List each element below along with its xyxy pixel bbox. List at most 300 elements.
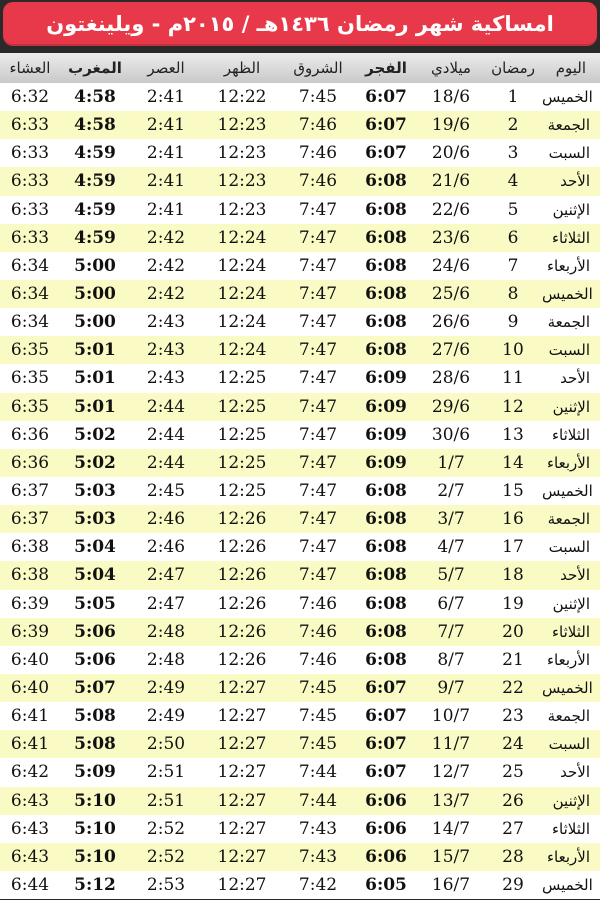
cell-ramadan-day: 4: [507, 171, 519, 192]
cell-asr: 2:42: [146, 284, 186, 305]
cell-gregorian: 27/6: [431, 340, 471, 361]
cell-asr: 2:50: [146, 734, 186, 755]
cell-dhuhr: 12:26: [217, 565, 267, 586]
table-row: [0, 196, 600, 224]
cell-sunrise: 7:43: [298, 846, 338, 867]
header-ramadan: رمضان: [484, 53, 542, 83]
cell-dhuhr: 12:23: [217, 143, 267, 164]
table-row: [0, 702, 600, 730]
cell-ramadan-day: 26: [502, 790, 524, 811]
cell-isha: 6:36: [10, 424, 50, 445]
cell-dhuhr: 12:26: [217, 593, 267, 614]
cell-weekday: الخميس: [542, 88, 593, 107]
cell-sunrise: 7:42: [298, 875, 338, 895]
table-row: [0, 730, 600, 758]
cell-dhuhr: 12:27: [217, 846, 267, 867]
cell-ramadan-day: 20: [502, 621, 524, 642]
cell-dhuhr: 12:25: [217, 424, 267, 445]
cell-gregorian: 29/6: [431, 396, 471, 417]
table-row: [0, 393, 600, 421]
cell-dhuhr: 12:25: [217, 368, 267, 389]
cell-isha: 6:35: [10, 368, 50, 389]
cell-ramadan-day: 8: [507, 284, 519, 305]
cell-ramadan-day: 29: [502, 875, 524, 895]
header-maghrib: المغرب: [60, 53, 130, 83]
cell-ramadan-day: 17: [502, 537, 524, 558]
cell-weekday: الأحد: [560, 369, 590, 388]
cell-asr: 2:43: [146, 312, 186, 333]
cell-maghrib: 4:58: [74, 87, 116, 108]
cell-maghrib: 5:10: [74, 846, 116, 867]
table-row: [0, 815, 600, 843]
cell-asr: 2:51: [146, 790, 186, 811]
table-row: [0, 421, 600, 449]
cell-gregorian: 25/6: [431, 284, 471, 305]
cell-asr: 2:49: [146, 678, 186, 699]
cell-weekday: الثلاثاء: [551, 425, 590, 444]
cell-sunrise: 7:47: [298, 227, 338, 248]
cell-sunrise: 7:47: [298, 368, 338, 389]
cell-fajr: 6:07: [365, 115, 407, 136]
cell-fajr: 6:08: [365, 284, 407, 305]
cell-weekday: الأربعاء: [546, 453, 590, 472]
cell-isha: 6:42: [10, 762, 50, 783]
cell-isha: 6:41: [10, 706, 50, 727]
cell-maghrib: 5:03: [74, 481, 116, 502]
cell-isha: 6:39: [10, 621, 50, 642]
cell-maghrib: 5:03: [74, 509, 116, 530]
table-row: [0, 280, 600, 308]
cell-sunrise: 7:47: [298, 565, 338, 586]
cell-gregorian: 19/6: [431, 115, 471, 136]
cell-fajr: 6:06: [365, 818, 407, 839]
cell-gregorian: 12/7: [431, 762, 471, 783]
cell-gregorian: 6/7: [437, 593, 465, 614]
cell-dhuhr: 12:27: [217, 875, 267, 895]
cell-ramadan-day: 2: [507, 115, 519, 136]
cell-maghrib: 5:01: [74, 396, 116, 417]
cell-ramadan-day: 6: [507, 227, 519, 248]
table-row: [0, 308, 600, 336]
cell-sunrise: 7:46: [298, 621, 338, 642]
cell-gregorian: 26/6: [431, 312, 471, 333]
cell-asr: 2:46: [146, 509, 186, 530]
cell-asr: 2:43: [146, 340, 186, 361]
cell-weekday: الإثنين: [552, 397, 590, 416]
cell-weekday: الجمعة: [547, 707, 590, 726]
cell-maghrib: 5:08: [74, 734, 116, 755]
cell-fajr: 6:08: [365, 565, 407, 586]
cell-isha: 6:43: [10, 846, 50, 867]
cell-asr: 2:48: [146, 621, 186, 642]
cell-weekday: الأربعاء: [546, 650, 590, 669]
cell-weekday: الأحد: [560, 172, 590, 191]
cell-weekday: الجمعة: [547, 116, 590, 135]
cell-maghrib: 4:59: [74, 143, 116, 164]
cell-ramadan-day: 13: [502, 424, 524, 445]
cell-isha: 6:38: [10, 565, 50, 586]
cell-ramadan-day: 15: [502, 481, 524, 502]
cell-dhuhr: 12:24: [217, 255, 267, 276]
cell-sunrise: 7:47: [298, 284, 338, 305]
cell-sunrise: 7:45: [298, 678, 338, 699]
cell-dhuhr: 12:22: [217, 87, 267, 108]
cell-asr: 2:44: [146, 452, 186, 473]
cell-weekday: الأربعاء: [546, 847, 590, 866]
schedule-table-container: [0, 53, 600, 900]
cell-weekday: الأربعاء: [546, 256, 590, 275]
cell-isha: 6:33: [10, 171, 50, 192]
cell-maghrib: 5:01: [74, 368, 116, 389]
cell-gregorian: 2/7: [437, 481, 465, 502]
cell-gregorian: 14/7: [431, 818, 471, 839]
cell-sunrise: 7:44: [298, 762, 338, 783]
cell-isha: 6:33: [10, 199, 50, 220]
cell-asr: 2:41: [146, 199, 186, 220]
cell-asr: 2:42: [146, 255, 186, 276]
cell-isha: 6:41: [10, 734, 50, 755]
cell-fajr: 6:07: [365, 706, 407, 727]
cell-sunrise: 7:43: [298, 818, 338, 839]
cell-weekday: السبت: [548, 144, 590, 163]
cell-sunrise: 7:47: [298, 424, 338, 445]
cell-sunrise: 7:46: [298, 171, 338, 192]
cell-weekday: الأحد: [560, 566, 590, 585]
cell-dhuhr: 12:25: [217, 452, 267, 473]
cell-ramadan-day: 25: [502, 762, 524, 783]
cell-asr: 2:42: [146, 227, 186, 248]
cell-weekday: الثلاثاء: [551, 819, 590, 838]
table-row: [0, 252, 600, 280]
cell-asr: 2:46: [146, 537, 186, 558]
cell-maghrib: 5:06: [74, 649, 116, 670]
cell-fajr: 6:08: [365, 255, 407, 276]
cell-fajr: 6:08: [365, 171, 407, 192]
cell-fajr: 6:09: [365, 396, 407, 417]
cell-dhuhr: 12:23: [217, 115, 267, 136]
cell-asr: 2:47: [146, 593, 186, 614]
header-fajr: الفجر: [354, 53, 418, 83]
cell-fajr: 6:08: [365, 340, 407, 361]
cell-fajr: 6:07: [365, 762, 407, 783]
cell-ramadan-day: 22: [502, 678, 524, 699]
cell-sunrise: 7:46: [298, 115, 338, 136]
cell-sunrise: 7:47: [298, 199, 338, 220]
table-row: [0, 590, 600, 618]
cell-dhuhr: 12:27: [217, 818, 267, 839]
cell-weekday: الجمعة: [547, 510, 590, 529]
cell-weekday: الثلاثاء: [551, 622, 590, 641]
cell-asr: 2:53: [146, 875, 186, 895]
cell-sunrise: 7:46: [298, 143, 338, 164]
cell-isha: 6:34: [10, 255, 50, 276]
cell-ramadan-day: 19: [502, 593, 524, 614]
cell-gregorian: 11/7: [431, 734, 471, 755]
cell-fajr: 6:07: [365, 87, 407, 108]
cell-weekday: الخميس: [542, 482, 593, 501]
cell-sunrise: 7:46: [298, 593, 338, 614]
cell-weekday: السبت: [548, 735, 590, 754]
table-row: [0, 224, 600, 252]
cell-gregorian: 15/7: [431, 846, 471, 867]
table-row: [0, 871, 600, 899]
cell-fajr: 6:08: [365, 621, 407, 642]
cell-isha: 6:37: [10, 509, 50, 530]
cell-asr: 2:45: [146, 481, 186, 502]
cell-gregorian: 8/7: [437, 649, 465, 670]
table-row: [0, 449, 600, 477]
cell-fajr: 6:08: [365, 593, 407, 614]
table-row: [0, 139, 600, 167]
cell-gregorian: 22/6: [431, 199, 471, 220]
cell-isha: 6:43: [10, 818, 50, 839]
cell-fajr: 6:06: [365, 846, 407, 867]
prayer-times-table: [0, 53, 600, 899]
cell-fajr: 6:07: [365, 678, 407, 699]
table-row: [0, 83, 600, 111]
cell-isha: 6:34: [10, 312, 50, 333]
cell-dhuhr: 12:25: [217, 396, 267, 417]
cell-isha: 6:37: [10, 481, 50, 502]
cell-isha: 6:39: [10, 593, 50, 614]
table-row: [0, 618, 600, 646]
cell-fajr: 6:08: [365, 312, 407, 333]
cell-maghrib: 5:10: [74, 790, 116, 811]
cell-maghrib: 5:00: [74, 312, 116, 333]
cell-sunrise: 7:45: [298, 734, 338, 755]
cell-maghrib: 5:01: [74, 340, 116, 361]
cell-sunrise: 7:45: [298, 87, 338, 108]
header-asr: العصر: [130, 53, 202, 83]
cell-asr: 2:41: [146, 143, 186, 164]
cell-asr: 2:51: [146, 762, 186, 783]
cell-isha: 6:32: [10, 87, 50, 108]
cell-sunrise: 7:47: [298, 537, 338, 558]
cell-maghrib: 5:08: [74, 706, 116, 727]
cell-gregorian: 10/7: [431, 706, 471, 727]
table-row: [0, 167, 600, 195]
cell-isha: 6:43: [10, 790, 50, 811]
cell-weekday: الإثنين: [552, 200, 590, 219]
cell-maghrib: 4:59: [74, 199, 116, 220]
cell-gregorian: 16/7: [431, 875, 471, 895]
cell-ramadan-day: 5: [507, 199, 519, 220]
cell-maghrib: 5:07: [74, 678, 116, 699]
cell-weekday: الخميس: [542, 285, 593, 304]
cell-dhuhr: 12:27: [217, 790, 267, 811]
cell-ramadan-day: 11: [502, 368, 524, 389]
cell-dhuhr: 12:27: [217, 678, 267, 699]
table-row: [0, 364, 600, 392]
cell-fajr: 6:05: [365, 875, 407, 895]
cell-maghrib: 5:02: [74, 424, 116, 445]
cell-sunrise: 7:47: [298, 312, 338, 333]
cell-isha: 6:36: [10, 452, 50, 473]
cell-isha: 6:35: [10, 396, 50, 417]
cell-ramadan-day: 7: [507, 255, 519, 276]
cell-isha: 6:40: [10, 649, 50, 670]
cell-maghrib: 4:59: [74, 227, 116, 248]
cell-asr: 2:41: [146, 171, 186, 192]
cell-asr: 2:52: [146, 818, 186, 839]
cell-ramadan-day: 21: [502, 649, 524, 670]
cell-asr: 2:41: [146, 87, 186, 108]
cell-maghrib: 5:04: [74, 537, 116, 558]
cell-maghrib: 5:04: [74, 565, 116, 586]
cell-isha: 6:34: [10, 284, 50, 305]
cell-fajr: 6:08: [365, 649, 407, 670]
cell-weekday: السبت: [548, 538, 590, 557]
header-isha: العشاء: [0, 53, 60, 83]
cell-asr: 2:52: [146, 846, 186, 867]
cell-maghrib: 5:02: [74, 452, 116, 473]
cell-dhuhr: 12:26: [217, 509, 267, 530]
cell-fajr: 6:06: [365, 790, 407, 811]
cell-ramadan-day: 9: [507, 312, 519, 333]
cell-gregorian: 3/7: [437, 509, 465, 530]
cell-ramadan-day: 23: [502, 706, 524, 727]
cell-fajr: 6:08: [365, 537, 407, 558]
cell-isha: 6:33: [10, 143, 50, 164]
cell-sunrise: 7:47: [298, 255, 338, 276]
cell-gregorian: 1/7: [437, 452, 465, 473]
table-row: [0, 674, 600, 702]
cell-maghrib: 4:58: [74, 115, 116, 136]
cell-isha: 6:40: [10, 678, 50, 699]
cell-ramadan-day: 3: [507, 143, 519, 164]
cell-dhuhr: 12:23: [217, 171, 267, 192]
cell-isha: 6:35: [10, 340, 50, 361]
cell-asr: 2:44: [146, 424, 186, 445]
header-day: اليوم: [542, 53, 600, 83]
cell-maghrib: 5:00: [74, 284, 116, 305]
cell-dhuhr: 12:27: [217, 706, 267, 727]
cell-weekday: الأحد: [560, 763, 590, 782]
cell-sunrise: 7:47: [298, 481, 338, 502]
cell-maghrib: 5:06: [74, 621, 116, 642]
cell-gregorian: 24/6: [431, 255, 471, 276]
cell-weekday: الخميس: [542, 679, 593, 698]
cell-ramadan-day: 27: [502, 818, 524, 839]
cell-weekday: الثلاثاء: [551, 228, 590, 247]
cell-weekday: الخميس: [542, 876, 593, 894]
cell-ramadan-day: 1: [507, 87, 519, 108]
cell-fajr: 6:08: [365, 481, 407, 502]
table-row: [0, 787, 600, 815]
cell-ramadan-day: 24: [502, 734, 524, 755]
cell-maghrib: 5:05: [74, 593, 116, 614]
cell-ramadan-day: 14: [502, 452, 524, 473]
cell-dhuhr: 12:24: [217, 284, 267, 305]
cell-dhuhr: 12:26: [217, 537, 267, 558]
cell-fajr: 6:09: [365, 452, 407, 473]
cell-asr: 2:49: [146, 706, 186, 727]
cell-gregorian: 13/7: [431, 790, 471, 811]
cell-gregorian: 30/6: [431, 424, 471, 445]
cell-weekday: الجمعة: [547, 313, 590, 332]
cell-fajr: 6:08: [365, 227, 407, 248]
cell-maghrib: 4:59: [74, 171, 116, 192]
cell-ramadan-day: 10: [502, 340, 524, 361]
cell-gregorian: 5/7: [437, 565, 465, 586]
header-sunrise: الشروق: [282, 53, 354, 83]
table-body: [0, 83, 600, 899]
header-gregorian: ميلادي: [418, 53, 484, 83]
cell-isha: 6:44: [10, 875, 50, 895]
table-row: [0, 561, 600, 589]
cell-gregorian: 20/6: [431, 143, 471, 164]
table-row: [0, 646, 600, 674]
cell-gregorian: 21/6: [431, 171, 471, 192]
cell-gregorian: 7/7: [437, 621, 465, 642]
cell-gregorian: 28/6: [431, 368, 471, 389]
cell-fajr: 6:08: [365, 509, 407, 530]
table-row: [0, 477, 600, 505]
table-row: [0, 336, 600, 364]
cell-asr: 2:47: [146, 565, 186, 586]
cell-maghrib: 5:10: [74, 818, 116, 839]
cell-ramadan-day: 18: [502, 565, 524, 586]
cell-dhuhr: 12:25: [217, 481, 267, 502]
cell-gregorian: 18/6: [431, 87, 471, 108]
cell-sunrise: 7:47: [298, 340, 338, 361]
cell-dhuhr: 12:23: [217, 199, 267, 220]
cell-weekday: الإثنين: [552, 791, 590, 810]
cell-sunrise: 7:47: [298, 396, 338, 417]
cell-sunrise: 7:44: [298, 790, 338, 811]
cell-ramadan-day: 16: [502, 509, 524, 530]
cell-ramadan-day: 28: [502, 846, 524, 867]
cell-maghrib: 5:09: [74, 762, 116, 783]
cell-asr: 2:43: [146, 368, 186, 389]
table-row: [0, 758, 600, 786]
table-row: [0, 843, 600, 871]
table-row: [0, 505, 600, 533]
cell-fajr: 6:08: [365, 199, 407, 220]
cell-ramadan-day: 12: [502, 396, 524, 417]
cell-gregorian: 9/7: [437, 678, 465, 699]
header-dhuhr: الظهر: [202, 53, 282, 83]
cell-asr: 2:48: [146, 649, 186, 670]
cell-maghrib: 5:12: [74, 875, 116, 895]
cell-weekday: السبت: [548, 341, 590, 360]
cell-fajr: 6:07: [365, 143, 407, 164]
cell-sunrise: 7:46: [298, 649, 338, 670]
cell-dhuhr: 12:26: [217, 649, 267, 670]
cell-dhuhr: 12:27: [217, 762, 267, 783]
cell-dhuhr: 12:27: [217, 734, 267, 755]
cell-gregorian: 23/6: [431, 227, 471, 248]
cell-fajr: 6:09: [365, 424, 407, 445]
page-title: امساكية شهر رمضان ١٤٣٦هـ / ٢٠١٥م - ويلينغتون: [3, 2, 597, 46]
cell-dhuhr: 12:26: [217, 621, 267, 642]
table-row: [0, 533, 600, 561]
cell-sunrise: 7:47: [298, 509, 338, 530]
cell-fajr: 6:07: [365, 734, 407, 755]
cell-gregorian: 4/7: [437, 537, 465, 558]
table-row: [0, 111, 600, 139]
cell-sunrise: 7:47: [298, 452, 338, 473]
cell-weekday: الإثنين: [552, 594, 590, 613]
cell-maghrib: 5:00: [74, 255, 116, 276]
cell-dhuhr: 12:24: [217, 227, 267, 248]
cell-dhuhr: 12:24: [217, 312, 267, 333]
cell-asr: 2:44: [146, 396, 186, 417]
cell-isha: 6:33: [10, 227, 50, 248]
cell-asr: 2:41: [146, 115, 186, 136]
cell-dhuhr: 12:24: [217, 340, 267, 361]
table-header-row: [0, 53, 600, 83]
